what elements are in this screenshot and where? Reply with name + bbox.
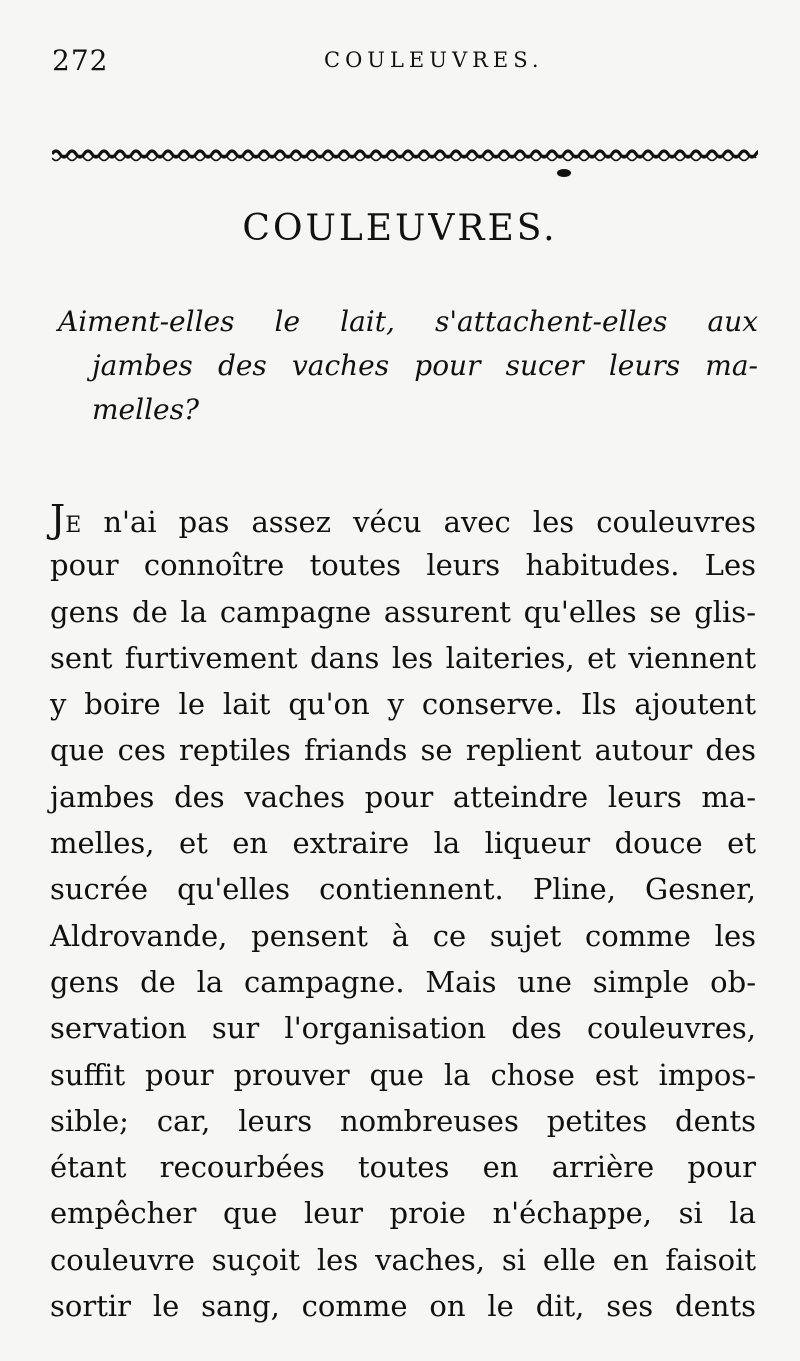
text-line: suffit pour prouver que la chose est impos- <box>50 1057 756 1092</box>
running-head: COULEUVRES. <box>324 48 544 72</box>
text-line: sent furtivement dans les laiteries, et viennent <box>50 640 756 675</box>
page-number: 272 <box>52 44 109 77</box>
body-paragraph <box>50 496 756 1329</box>
text-line: sible; car, leurs nombreuses petites dents <box>50 1103 756 1138</box>
text-line: y boire le lait qu'on y conserve. Ils ajoutent <box>50 687 756 722</box>
text-line: gens de la campagne. Mais une simple ob- <box>50 964 756 999</box>
text-line: gens de la campagne assurent qu'elles se glis- <box>50 594 756 629</box>
text-line: sucrée qu'elles contiennent. Pline, Gesner, <box>50 872 756 907</box>
question-line: Aiment-elles le lait, s'attachent-elles aux <box>58 305 758 338</box>
text-line: sortir le sang, comme on le dit, ses dents <box>50 1289 756 1324</box>
text-line: empêcher que leur proie n'échappe, si la <box>50 1196 756 1231</box>
drop-cap-rest: E <box>65 513 82 538</box>
question-line: melles? <box>92 393 199 426</box>
drop-cap: J <box>50 497 66 541</box>
text-line: que ces reptiles friands se replient autour des <box>50 733 756 768</box>
text-line: pour connoître toutes leurs habitudes. Les <box>50 548 756 583</box>
section-title: COULEUVRES. <box>242 208 558 249</box>
text-line: jambes des vaches pour atteindre leurs ma- <box>50 779 756 814</box>
text-line <box>50 496 756 542</box>
page-header <box>52 40 752 76</box>
text-line: étant recourbées toutes en arrière pour <box>50 1150 756 1185</box>
text-line: couleuvre suçoit les vaches, si elle en faisoit <box>50 1242 756 1277</box>
text-line: Aldrovande, pensent à ce sujet comme les <box>50 918 756 953</box>
text-line: melles, et en extraire la liqueur douce et <box>50 826 756 861</box>
text-line: servation sur l'organisation des couleuvres, <box>50 1011 756 1046</box>
ornamental-divider <box>52 136 758 186</box>
question-line: jambes des vaches pour sucer leurs ma- <box>92 349 758 382</box>
chapter-question <box>58 300 758 432</box>
text-line-content: n'ai pas assez vécu avec les couleuvres <box>81 505 756 539</box>
